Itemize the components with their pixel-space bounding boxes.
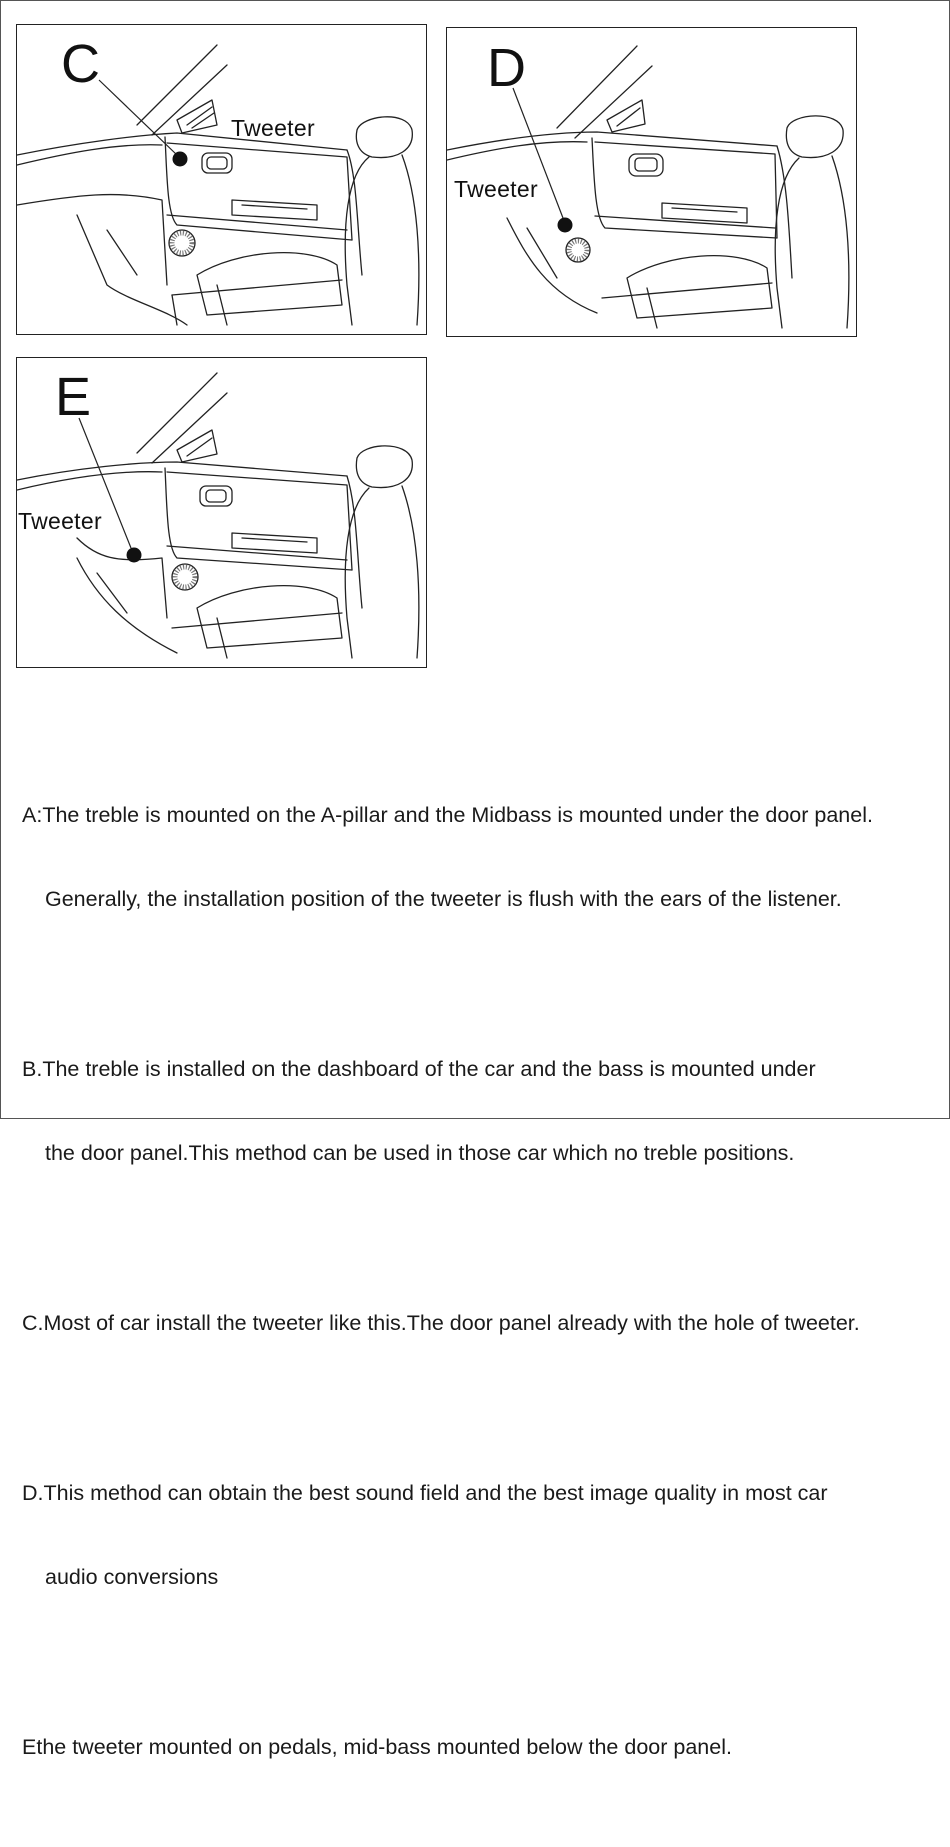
- diagram-panel-d: [446, 27, 857, 337]
- panel-letter: C: [61, 34, 100, 94]
- note-b: [22, 999, 932, 1223]
- tweeter-label: Tweeter: [231, 115, 315, 141]
- installation-notes: [22, 745, 932, 1847]
- diagram-panel-c: [16, 24, 427, 335]
- note-line: D.This method can obtain the best sound field and the best image quality in most car: [22, 1481, 828, 1505]
- note-a: [22, 745, 932, 969]
- note-line: B.The treble is installed on the dashboard of the car and the bass is mounted under: [22, 1057, 816, 1081]
- tweeter-label: Tweeter: [18, 508, 102, 534]
- tweeter-position-marker: [173, 152, 188, 167]
- note-c: [22, 1253, 932, 1393]
- note-line: Generally, the installation position of the tweeter is flush with the ears of the listener.: [45, 887, 842, 911]
- note-line: the door panel.This method can be used in those car which no treble positions.: [45, 1141, 795, 1165]
- tweeter-label: Tweeter: [454, 176, 538, 202]
- note-line: A:The treble is mounted on the A-pillar and the Midbass is mounted under the door panel.: [22, 803, 873, 827]
- tweeter-position-marker: [558, 218, 573, 233]
- note-e: [22, 1677, 932, 1817]
- panel-letter: E: [55, 367, 92, 427]
- note-line: C.Most of car install the tweeter like this.The door panel already with the hole of tweeter.: [22, 1311, 860, 1335]
- tweeter-position-marker: [127, 548, 142, 563]
- panel-letter: D: [487, 38, 526, 98]
- note-d: [22, 1423, 932, 1647]
- diagram-panel-e: [16, 357, 427, 668]
- note-line: audio conversions: [45, 1565, 219, 1589]
- note-line: Ethe tweeter mounted on pedals, mid-bass mounted below the door panel.: [22, 1735, 732, 1759]
